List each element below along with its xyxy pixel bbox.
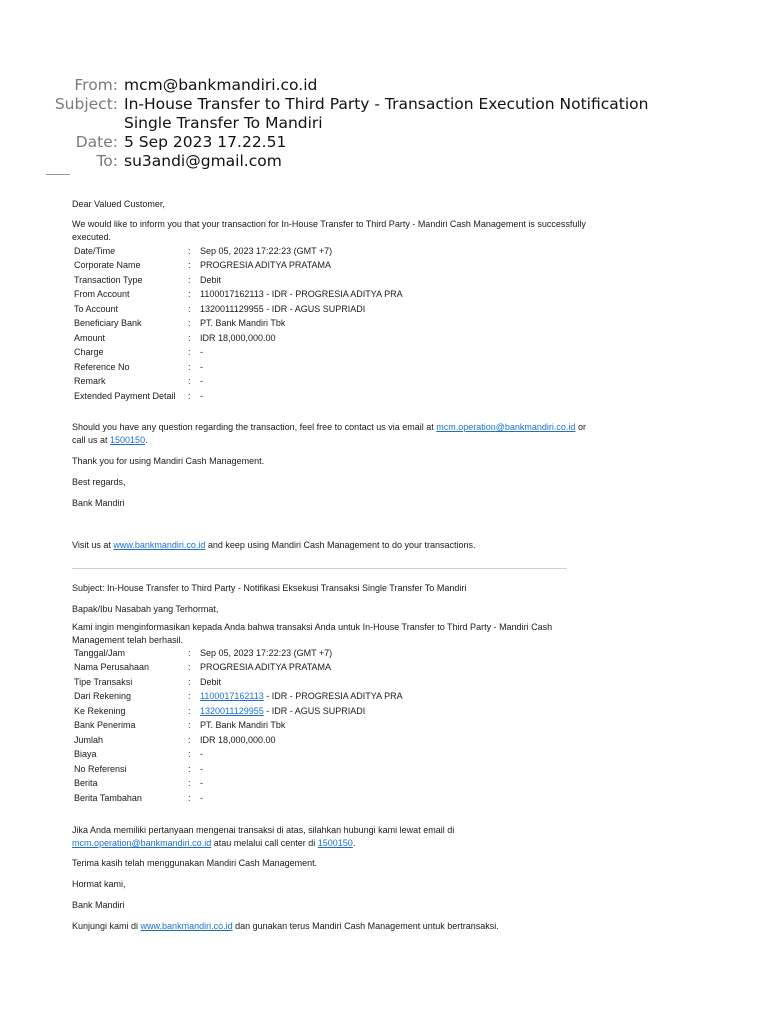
detail-value-cell	[196, 317, 405, 332]
detail-row	[72, 762, 405, 777]
en-contact-mid: or call us at	[72, 422, 586, 445]
id-intro: Kami ingin menginformasikan kepada Anda bahwa transaksi Anda untuk In-House Transfer to Third Party - Mandiri Cash Management telah berhasil.	[72, 622, 553, 645]
detail-value-cell	[196, 661, 405, 676]
account-number-link[interactable]: 1100017162113	[200, 691, 264, 702]
detail-value: Sep 05, 2023 17:22:23 (GMT +7)	[200, 647, 333, 658]
date-text: 5 Sep 2023 17.22.51	[124, 133, 287, 151]
detail-label: Extended Payment Detail	[74, 390, 176, 401]
id-contact-text: Jika Anda memiliki pertanyaan mengenai transaksi di atas, silahkan hubungi kami lewat email di	[72, 825, 455, 835]
detail-row	[72, 317, 405, 332]
detail-value: IDR 18,000,000.00	[200, 332, 276, 343]
detail-row	[72, 791, 405, 806]
detail-label: No Referensi	[74, 763, 127, 774]
detail-label: Tipe Transaksi	[74, 676, 133, 687]
detail-row	[72, 375, 405, 390]
to-row	[0, 152, 768, 170]
detail-colon: :	[188, 778, 191, 789]
en-email-link[interactable]: mcm.operation@bankmandiri.co.id	[436, 422, 576, 432]
en-signature: Bank Mandiri	[72, 498, 125, 508]
en-regards: Best regards,	[72, 477, 126, 487]
en-contact	[72, 421, 592, 447]
en-visit-post: and keep using Mandiri Cash Management to do your transactions.	[205, 540, 476, 550]
detail-row	[72, 244, 405, 259]
detail-colon: :	[188, 705, 191, 716]
detail-row	[72, 346, 405, 361]
detail-label: Corporate Name	[74, 260, 141, 271]
detail-colon: :	[188, 676, 191, 687]
detail-value: 1100017162113 - IDR - PROGRESIA ADITYA PRA	[200, 289, 403, 300]
subject-row	[0, 95, 768, 132]
detail-row	[72, 273, 405, 288]
detail-value: 1320011129955 - IDR - AGUS SUPRIADI	[200, 303, 366, 314]
detail-row	[72, 733, 405, 748]
detail-row	[72, 331, 405, 346]
detail-value-cell	[196, 375, 405, 390]
id-signature: Bank Mandiri	[72, 900, 125, 910]
detail-value: -	[200, 347, 203, 358]
detail-value-cell	[196, 762, 405, 777]
detail-row	[72, 675, 405, 690]
detail-value-cell	[196, 331, 405, 346]
id-visit-post: dan gunakan terus Mandiri Cash Management untuk bertransaksi.	[232, 921, 499, 931]
detail-colon: :	[188, 647, 191, 658]
detail-row	[72, 704, 405, 719]
account-number-link[interactable]: 1320011129955	[200, 705, 264, 716]
detail-colon: :	[188, 749, 191, 760]
en-contact-end: .	[145, 435, 148, 445]
detail-value: -	[200, 792, 203, 803]
from-row	[0, 76, 768, 94]
detail-value: Sep 05, 2023 17:22:23 (GMT +7)	[200, 245, 333, 256]
detail-label: Biaya	[74, 749, 97, 760]
detail-value-cell	[196, 259, 405, 274]
detail-row	[72, 748, 405, 763]
detail-colon: :	[188, 720, 191, 731]
from-address[interactable]: mcm@bankmandiri.co.id	[124, 76, 318, 94]
en-intro: We would like to inform you that your transaction for In-House Transfer to Third Party - Mandiri Cash Management is successfully executed.	[72, 219, 586, 242]
date-label: Date:	[75, 133, 118, 151]
id-regards: Hormat kami,	[72, 879, 126, 889]
id-visit	[72, 920, 632, 933]
detail-label: Remark	[74, 376, 106, 387]
detail-value: - IDR - AGUS SUPRIADI	[263, 705, 366, 716]
detail-value: -	[200, 763, 203, 774]
detail-label: Charge	[74, 347, 104, 358]
id-website-link[interactable]: www.bankmandiri.co.id	[140, 921, 233, 931]
detail-value-cell	[196, 733, 405, 748]
detail-label: Jumlah	[74, 734, 104, 745]
subject-label: Subject:	[54, 95, 118, 113]
detail-row	[72, 646, 405, 661]
detail-value: PT. Bank Mandiri Tbk	[200, 720, 286, 731]
detail-row	[72, 259, 405, 274]
detail-colon: :	[188, 274, 191, 285]
detail-row	[72, 302, 405, 317]
subject-text: In-House Transfer to Third Party - Transaction Execution Notification Single Transfer To Mandiri	[124, 95, 649, 132]
en-thanks: Thank you for using Mandiri Cash Management.	[72, 456, 265, 466]
detail-label: Amount	[74, 332, 106, 343]
detail-label: Dari Rekening	[74, 691, 132, 702]
en-visit	[72, 539, 632, 552]
detail-value: PROGRESIA ADITYA PRATAMA	[200, 662, 332, 673]
detail-colon: :	[188, 332, 191, 343]
en-details-table	[72, 244, 592, 404]
detail-value-cell	[196, 360, 405, 375]
detail-row	[72, 661, 405, 676]
detail-colon: :	[188, 691, 191, 702]
detail-value-cell	[196, 273, 405, 288]
date-row	[0, 133, 768, 151]
detail-value: -	[200, 390, 203, 401]
detail-value-cell	[196, 389, 405, 404]
detail-label: Tanggal/Jam	[74, 647, 126, 658]
detail-label: Berita Tambahan	[74, 792, 142, 803]
detail-value-cell	[196, 704, 405, 719]
en-greeting: Dear Valued Customer,	[72, 199, 165, 209]
detail-label: Bank Penerima	[74, 720, 136, 731]
detail-colon: :	[188, 390, 191, 401]
detail-colon: :	[188, 376, 191, 387]
id-email-link[interactable]: mcm.operation@bankmandiri.co.id	[72, 838, 212, 848]
detail-label: Reference No	[74, 361, 130, 372]
detail-row	[72, 389, 405, 404]
detail-label: Transaction Type	[74, 274, 143, 285]
detail-value: PT. Bank Mandiri Tbk	[200, 318, 286, 329]
detail-value-cell	[196, 346, 405, 361]
detail-label: To Account	[74, 303, 119, 314]
detail-label: From Account	[74, 289, 130, 300]
detail-label: Date/Time	[74, 245, 116, 256]
detail-colon: :	[188, 347, 191, 358]
detail-value: IDR 18,000,000.00	[200, 734, 276, 745]
detail-value-cell	[196, 244, 405, 259]
detail-colon: :	[188, 289, 191, 300]
detail-value: -	[200, 376, 203, 387]
from-label: From:	[74, 76, 118, 94]
en-visit-pre: Visit us at	[72, 540, 114, 550]
detail-value: -	[200, 361, 203, 372]
to-address[interactable]: su3andi@gmail.com	[124, 152, 282, 170]
header-divider	[46, 174, 70, 175]
detail-row	[72, 690, 405, 705]
detail-row	[72, 719, 405, 734]
detail-value: - IDR - PROGRESIA ADITYA PRA	[263, 691, 403, 702]
to-label: To:	[96, 152, 118, 170]
detail-value-cell	[196, 288, 405, 303]
detail-colon: :	[188, 361, 191, 372]
id-contact-end: .	[352, 838, 356, 848]
detail-row	[72, 360, 405, 375]
detail-row	[72, 777, 405, 792]
detail-colon: :	[188, 318, 191, 329]
detail-label: Ke Rekening	[74, 705, 126, 716]
detail-value-cell	[196, 748, 405, 763]
detail-value: -	[200, 778, 203, 789]
detail-colon: :	[188, 763, 191, 774]
detail-value-cell	[196, 791, 405, 806]
detail-value: Debit	[200, 676, 222, 687]
email-header	[0, 76, 768, 171]
detail-value: -	[200, 749, 203, 760]
en-contact-text: Should you have any question regarding the transaction, feel free to contact us via email at	[72, 422, 437, 432]
en-phone-link[interactable]: 1500150	[110, 435, 146, 445]
id-subject: Subject: In-House Transfer to Third Party - Notifikasi Eksekusi Transaksi Single Transfer To Mandiri	[72, 583, 467, 593]
detail-value-cell	[196, 777, 405, 792]
detail-label: Beneficiary Bank	[74, 318, 142, 329]
detail-colon: :	[188, 245, 191, 256]
detail-value-cell	[196, 646, 405, 661]
detail-value: Debit	[200, 274, 222, 285]
detail-colon: :	[188, 303, 191, 314]
detail-value-cell	[196, 719, 405, 734]
id-details-table	[72, 646, 592, 806]
detail-value: PROGRESIA ADITYA PRATAMA	[200, 260, 332, 271]
id-contact-mid: atau melalui call center di	[211, 838, 318, 848]
id-phone-link[interactable]: 1500150	[317, 838, 353, 848]
section-divider	[72, 568, 567, 569]
detail-colon: :	[188, 260, 191, 271]
detail-colon: :	[188, 662, 191, 673]
detail-value-cell	[196, 690, 405, 705]
id-contact	[72, 824, 492, 850]
detail-value-cell	[196, 675, 405, 690]
detail-colon: :	[188, 792, 191, 803]
detail-colon: :	[188, 734, 191, 745]
detail-value-cell	[196, 302, 405, 317]
detail-label: Berita	[74, 778, 98, 789]
en-website-link[interactable]: www.bankmandiri.co.id	[113, 540, 206, 550]
id-greeting: Bapak/Ibu Nasabah yang Terhormat,	[72, 604, 219, 614]
detail-label: Nama Perusahaan	[74, 662, 150, 673]
id-visit-pre: Kunjungi kami di	[72, 921, 141, 931]
detail-row	[72, 288, 405, 303]
id-thanks: Terima kasih telah menggunakan Mandiri Cash Management.	[72, 858, 318, 868]
